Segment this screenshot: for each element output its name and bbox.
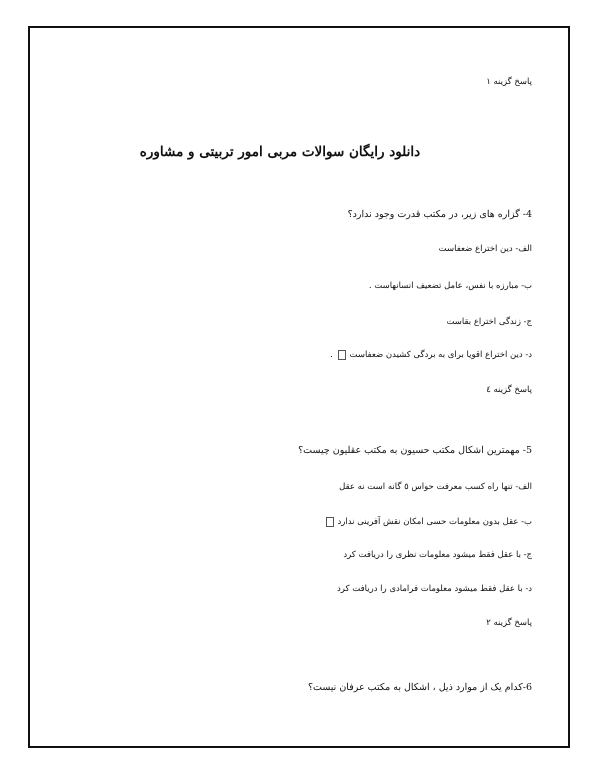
document-title: دانلود رایگان سوالات مربی امور تربیتی و مشاوره <box>139 144 421 160</box>
q4-answer: پاسخ گزینه ٤ <box>486 385 532 395</box>
q4-option-c: ج- زندگی اختراع بقاست <box>446 317 532 327</box>
q4-option-d: د- دین اختراع اقویا برای به بردگی کشیدن ضعفاست . <box>330 350 532 360</box>
q4-option-a: الف- دین اختراع ضعفاست <box>438 244 532 254</box>
question-6: 6-کدام یک از موارد ذیل ، اشکال به مکتب عرفان نیست؟ <box>307 682 532 693</box>
empty-box-glyph <box>326 517 334 527</box>
q5-option-b <box>323 516 532 528</box>
question-5: 5- مهمترین اشکال مکتب حسیون به مکتب عقلیون چیست؟ <box>298 445 532 456</box>
q5-option-a: الف- تنها راه کسب معرفت حواس ٥ گانه است نه عقل <box>339 482 532 492</box>
question-4: 4- گزاره های زیر، در مکتب قدرت وجود ندارد؟ <box>347 209 532 220</box>
q4-option-b: ب- مبارزه با نفس، عامل تضعیف انسانهاست . <box>368 281 532 291</box>
empty-box-glyph <box>338 350 346 360</box>
q5-option-b-text: ب- عقل بدون معلومات حسی امکان نقش آفرینی ندارد <box>337 517 532 527</box>
q5-option-c: ج- با عقل فقط میشود معلومات نظری را دریافت کرد <box>343 550 532 560</box>
q4-option-d-text: د- دین اختراع اقویا برای به بردگی کشیدن ضعفاست <box>349 350 532 360</box>
q5-answer: پاسخ گزینه ۲ <box>486 618 532 628</box>
answer-line-1: پاسخ گزینه ۱ <box>486 77 532 87</box>
q5-option-d: د- با عقل فقط میشود معلومات فرامادی را دریافت کرد <box>337 584 532 594</box>
